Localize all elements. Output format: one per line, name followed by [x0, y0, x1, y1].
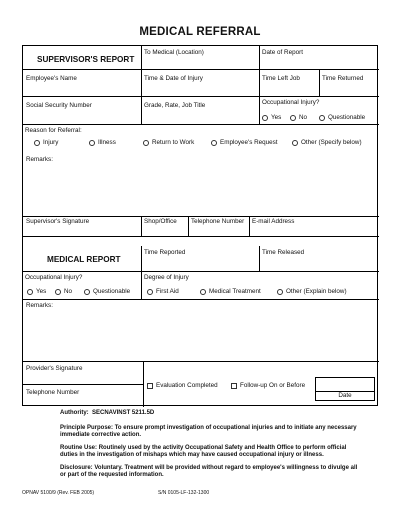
to-medical-label: To Medical (Location) [144, 49, 204, 56]
medical-occ-no-radio[interactable]: No [55, 288, 72, 295]
medical-remarks-label: Remarks: [26, 302, 53, 309]
time-reported-label: Time Reported [144, 249, 186, 256]
shop-office-label: Shop/Office [144, 218, 177, 225]
medical-occ-yes-radio[interactable]: Yes [27, 288, 46, 295]
reason-illness-radio[interactable]: Illness [89, 139, 116, 146]
medical-report-heading: MEDICAL REPORT [47, 255, 121, 264]
employee-name-label: Employee's Name [26, 75, 77, 82]
degree-other-radio[interactable]: Other (Explain below) [277, 288, 347, 295]
reason-injury-radio[interactable]: Injury [34, 139, 58, 146]
reason-return-to-work-radio[interactable]: Return to Work [143, 139, 194, 146]
date-of-report-label: Date of Report [262, 49, 303, 56]
medical-occ-injury-label: Occupational Injury? [25, 274, 83, 281]
occ-no-radio[interactable]: No [290, 114, 307, 121]
radio-icon [89, 140, 95, 146]
occ-questionable-radio[interactable]: Questionable [319, 114, 365, 121]
checkbox-icon [231, 383, 237, 389]
reason-employee-request-radio[interactable]: Employee's Request [211, 139, 278, 146]
followup-date-field[interactable] [315, 377, 375, 401]
date-label: Date [338, 392, 352, 399]
radio-icon [143, 140, 149, 146]
medical-occ-questionable-radio[interactable]: Questionable [84, 288, 130, 295]
supervisor-signature-label: Supervisor's Signature [26, 218, 90, 225]
radio-icon [27, 289, 33, 295]
medical-telephone-label: Telephone Number [26, 389, 80, 396]
degree-medical-treatment-radio[interactable]: Medical Treatment [200, 288, 261, 295]
radio-icon [200, 289, 206, 295]
occ-injury-label: Occupational Injury? [262, 99, 320, 106]
time-returned-label: Time Returned [322, 75, 364, 82]
referral-form [22, 45, 378, 406]
radio-icon [84, 289, 90, 295]
supervisor-telephone-label: Telephone Number [191, 218, 245, 225]
occ-yes-radio[interactable]: Yes [262, 114, 281, 121]
grade-rate-label: Grade, Rate, Job Title [144, 102, 206, 109]
authority-line: Authority: SECNAVINST 5211.5D [60, 410, 155, 416]
ssn-label: Social Security Number [26, 102, 92, 109]
checkbox-icon [147, 383, 153, 389]
time-released-label: Time Released [262, 249, 305, 256]
followup-checkbox[interactable]: Follow-up On or Before [231, 382, 305, 389]
disclosure-paragraph: Disclosure: Voluntary. Treatment will be provided without regard to employee's willingness to divulge all or part of the requested information. [60, 465, 358, 478]
time-left-job-label: Time Left Job [262, 75, 300, 82]
purpose-paragraph: Principle Purpose: To ensure prompt investigation of occupational injuries and to initiate any necessary immediate corrective action. [60, 425, 357, 438]
radio-icon [211, 140, 217, 146]
degree-first-aid-radio[interactable]: First Aid [147, 288, 179, 295]
provider-signature-label: Provider's Signature [26, 365, 83, 372]
radio-icon [290, 115, 296, 121]
email-label: E-mail Address [252, 218, 295, 225]
radio-icon [292, 140, 298, 146]
stock-number: S/N 0105-LF-132-1300 [158, 490, 210, 496]
supervisor-report-heading: SUPERVISOR'S REPORT [37, 55, 135, 64]
radio-icon [34, 140, 40, 146]
reason-label: Reason for Referral: [25, 127, 82, 134]
radio-icon [55, 289, 61, 295]
radio-icon [262, 115, 268, 121]
radio-icon [277, 289, 283, 295]
degree-of-injury-label: Degree of Injury [144, 274, 189, 281]
form-number: OPNAV 5100/9 (Rev. FEB 2005) [22, 490, 95, 496]
evaluation-completed-checkbox[interactable]: Evaluation Completed [147, 382, 218, 389]
routine-use-paragraph: Routine Use: Routinely used by the activity Occupational Safety and Health Office to perform official duties in the investigation of mishaps which may have caused occupational injury or illness. [60, 445, 347, 458]
radio-icon [147, 289, 153, 295]
supervisor-remarks-label: Remarks: [26, 156, 53, 163]
form-title: MEDICAL REFERRAL [139, 26, 261, 38]
radio-icon [319, 115, 325, 121]
time-date-injury-label: Time & Date of Injury [144, 75, 203, 82]
reason-other-radio[interactable]: Other (Specify below) [292, 139, 362, 146]
